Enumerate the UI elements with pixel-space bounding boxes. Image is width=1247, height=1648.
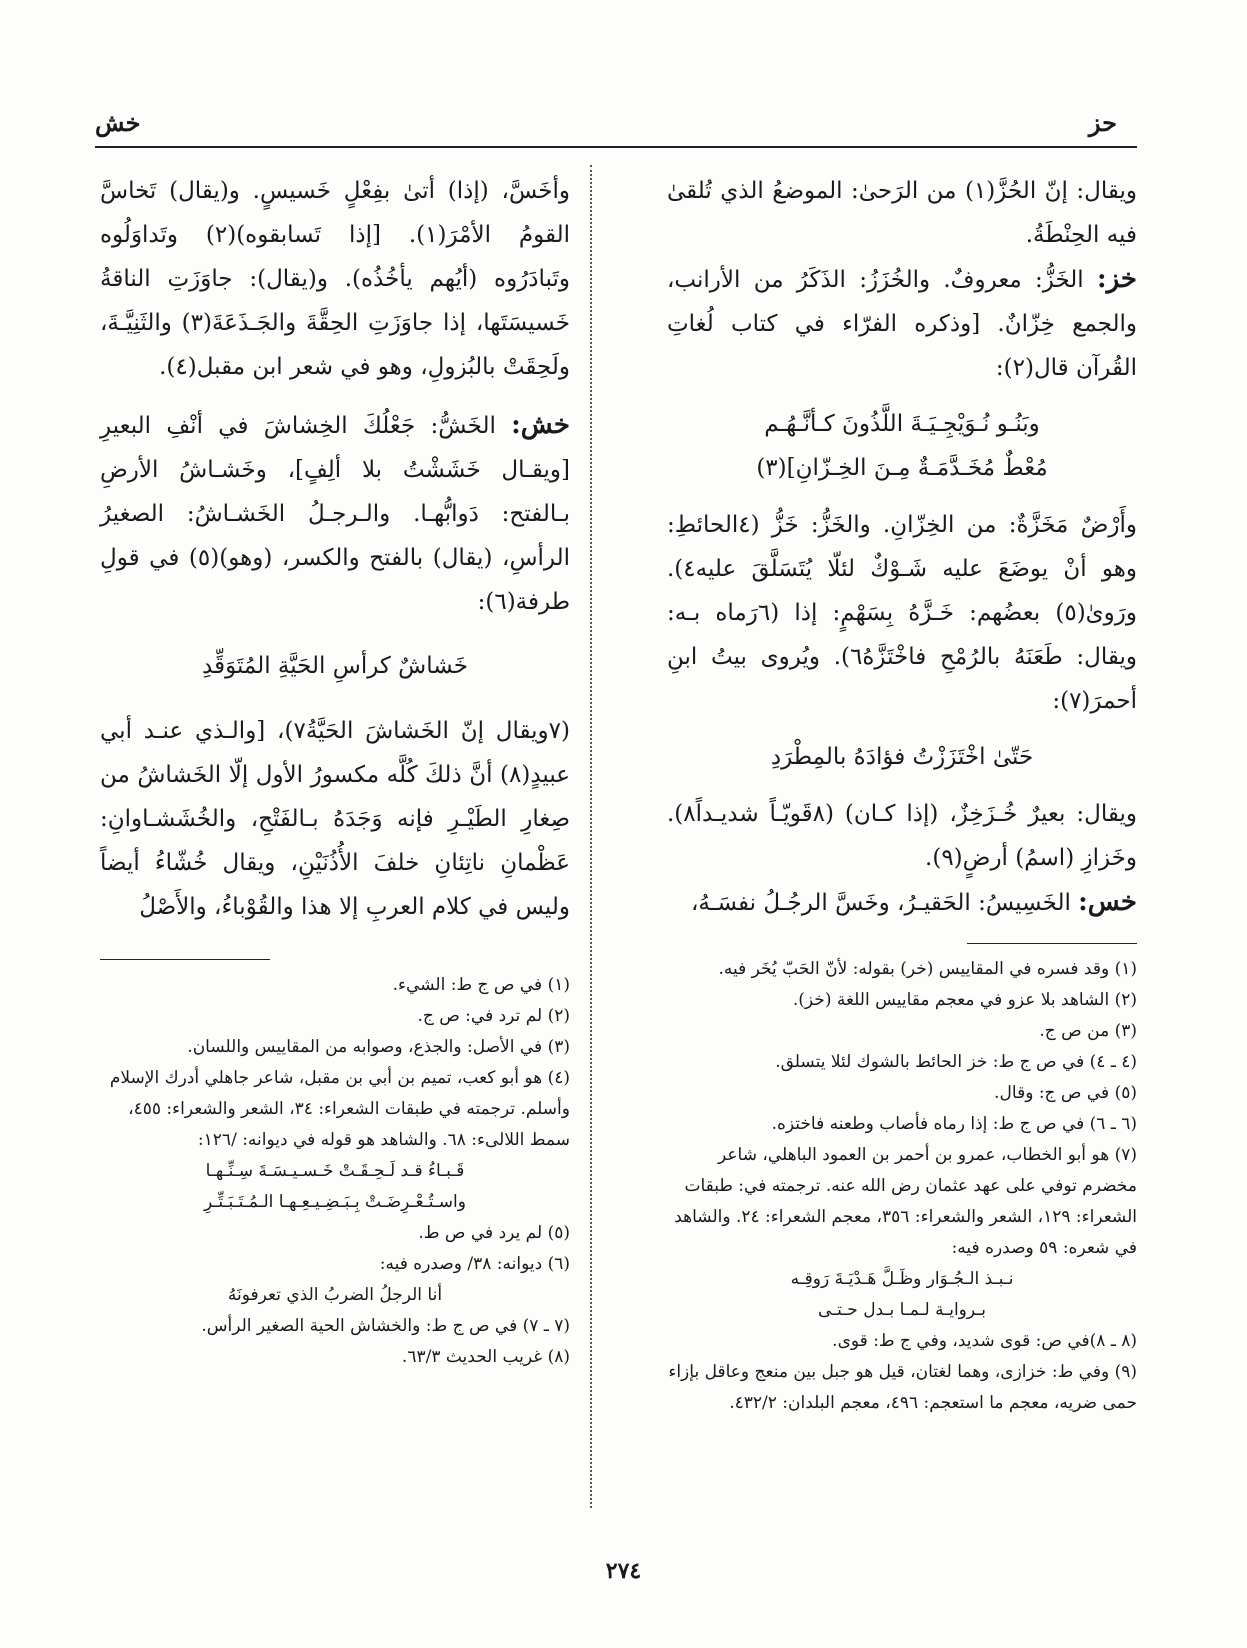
entry-head: خس:	[1078, 887, 1137, 917]
footnote: (٣) في الأصل: والجذع، وصوابه من المقاييس واللسان.	[187, 1037, 570, 1057]
paragraph-text: وأَرْضٌ مَخَزَّةٌ: من الخِزّانِ. والخَزُّ: خَزُّ (٤الحائطِ: وهو أنْ يوضَعَ عليه شَـوْكٌ لئلّا يُتَسَلَّقَ عليه٤). ورَوىٰ(٥) بعضُهم: خَـزَّهُ بِسَهْمٍ: إذا (٦رَماه بـه: ويقال: طَعَنَهُ بالرُمْحِ فاخْتَزَّهُ٦). ويُروى بيتُ ابنِ أحمرَ(٧):	[667, 512, 1137, 714]
footnote: (٩) وفي ط: خزازى، وهما لغتان، قيل هو جبل بين منعج وعاقل بإزاء حمى ضريه، معجم ما استعجم: ٤٩٦، معجم البلدان: ٤٣٢/٢.	[668, 1362, 1137, 1413]
footnote: (٢) الشاهد بلا عزو في معجم مقاييس اللغة (خز).	[792, 990, 1137, 1010]
header-root-word: حز	[1088, 108, 1117, 137]
paragraph-text: وأخَسَّ، (إذا) أتىٰ بفِعْلٍ خَسيسٍ. و(يقال) تَخاسَّ القومُ الأمْرَ(١). [إذا تَسابقوه)(٢) وتَداوَلُوه وتَبادَرُوه (أيُهم يأخُذُه). و(يقال): جاوَزَتِ الناقةُ خَسيسَتَها، إذا جاوَزَتِ الحِقَّةَ والجَـذَعَةَ(٣) والثَنِيَّـةَ، ولَحِقَتْ بالبُزولِ، وهو في شعر ابن مقبل(٤).	[100, 178, 570, 380]
verse-line: وبَنُـو نُـوَيْجِـيَـةَ اللَّذُونَ كـأنَّـهُـم	[764, 411, 1040, 437]
paragraph	[667, 880, 1137, 925]
paragraph	[100, 403, 570, 624]
column-divider	[590, 165, 592, 1508]
footnote: (٤ ـ ٤) في ص ج ط: خز الحائط بالشوك لئلا يتسلق.	[775, 1052, 1137, 1072]
verse-line: قَـبـاءُ قـد لَـحِـقَـتْ خَـسـيـسَـةَ سِـنِّـهـا	[205, 1161, 465, 1181]
left-main-text-2	[100, 708, 570, 929]
footnote: (٣) من ص ج.	[1039, 1021, 1137, 1041]
right-main-text-2	[667, 502, 1137, 723]
footnote: (١) وقد فسره في المقاييس (خر) بقوله: لأنّ الحَبّ يُخَر فيه.	[718, 959, 1137, 979]
paragraph	[667, 257, 1137, 390]
footnote: (٨ ـ ٨)في ص: قوى شديد، وفي ج ط: قوى.	[832, 1331, 1137, 1351]
left-column	[100, 168, 570, 1373]
verse-line: نـبـذ الـجُـوَار وظَـلَّ هَـدْيَـةَ رَوقِـه	[790, 1269, 1014, 1289]
right-footnotes	[667, 954, 1137, 1264]
footnote: (٥) في ص ج: وقال.	[994, 1083, 1137, 1103]
verse-line: حَتّىٰ اخْتَزَزْتُ فؤادَهُ بالمِطْرَدِ	[770, 744, 1034, 770]
verse-block	[667, 402, 1137, 490]
right-column	[667, 168, 1137, 1419]
footnote-verse: أنا الرجلُ الضربُ الذي تعرفونَهُ	[227, 1285, 443, 1305]
footnote-verse	[667, 1264, 1137, 1326]
footnote-verse	[100, 1156, 570, 1218]
paragraph-text: الخَشُّ: جَعْلُكَ الخِشاشَ في أنْفِ البعيرِ [ويقـال خَشَشْتُ بلا ألِفٍ]، وخَشـاشُ الأرضِ بـالفتح: دَوابُّهـا. والـرجـلُ الخَشـاشُ: الصغيرُ الرأسِ، (يقال) بالفتح والكسر، (وهو)(٥) في قولِ طرفة(٦):	[100, 413, 570, 615]
left-footnotes-2	[100, 1218, 570, 1280]
footnote-rule	[967, 943, 1137, 944]
verse-line: بـروايـة لـمـا بـدل حـتـى	[818, 1300, 986, 1320]
footnote: (١) في ص ج ط: الشيء.	[392, 975, 570, 995]
paragraph	[100, 168, 570, 389]
right-main-text-3	[667, 791, 1137, 925]
paragraph-text: ويقال: إنّ الحُزَّ(١) من الرَحىٰ: الموضعُ الذي تُلقىٰ فيه الحِنْطَةُ.	[667, 178, 1137, 248]
left-main-text	[100, 168, 570, 624]
paragraph-text: (٧ويقال إنّ الخَشاشَ الحَيَّةُ٧)، [والـذي عنـد أبي عبيدٍ(٨) أنَّ ذلكَ كُلَّه مكسورُ الأول إلّا الخَشاشُ من صِغارِ الطَيْـرِ فإنه وَجَدَهُ بـالفَتْحِ، والخُشَشـاوانِ: عَظْمانِ ناتِئانِ خلفَ الأُذُنَيْنِ، ويقال خُشّاءُ أيضاً وليس في كلام العربِ إلا هذا والقُوْباءُ، والأَصْلُ	[100, 718, 570, 920]
left-footnotes	[100, 970, 570, 1156]
paragraph	[667, 502, 1137, 723]
verse-line: خَشاشٌ كرأسِ الحَيَّةِ المُتَوَقِّدِ	[202, 653, 468, 679]
footnote: (٥) لم يرد في ص ط.	[418, 1223, 570, 1243]
paragraph	[667, 168, 1137, 257]
header-last-word: خش	[95, 108, 141, 137]
right-main-text	[667, 168, 1137, 390]
verse-line: واسـتُـعْـرِضَـتْ بِـبَـضِـيـعِـهـا الـمُـتَـبَـتِّـرِ	[204, 1192, 466, 1212]
paragraph-text: ويقال: بعيرٌ خُـزَخِزٌ، (إذا كـان) (٨قَويّـاً شديـداً٨). وخَزازِ (اسمُ) أرضٍ(٩).	[667, 801, 1137, 871]
footnote-rule	[100, 959, 270, 960]
left-footnotes-3	[100, 1311, 570, 1373]
header-rule	[95, 146, 1137, 148]
footnote: (٧) هو أبو الخطاب، عمرو بن أحمر بن العمود الباهلي، شاعر مخضرم توفي على عهد عثمان رض الله عنه. ترجمته في: طبقات الشعراء: ١٢٩، الشعر والشعراء: ٣٥٦، معجم الشعراء: ٢٤. والشاهد في شعره: ٥٩ وصدره فيه:	[674, 1145, 1137, 1258]
paragraph	[100, 708, 570, 929]
footnote: (٤) هو أبو كعب، تميم بن أبي بن مقبل، شاعر جاهلي أدرك الإسلام وأسلم. ترجمته في طبقات الشعراء: ٣٤، الشعر والشعراء: ٤٥٥، سمط اللالىء: ٦٨. والشاهد هو قوله في ديوانه: /١٢٦:	[109, 1068, 570, 1150]
verse-line: مُعْطٌ مُخَـدَّمَـةٌ مِـنَ الخِـزّانِ](٣)	[756, 455, 1048, 481]
paragraph-text: الخَزُّ: معروفٌ. والخُزَزُ: الذَكَرُ من الأرانب، والجمع خِزّانٌ. [وذكره الفرّاء في كتاب لُغاتِ القُرآن قال(٢):	[667, 267, 1137, 381]
footnote: (٨) غريب الحديث ٦٣/٣.	[401, 1347, 570, 1367]
paragraph	[667, 791, 1137, 880]
right-footnotes-2	[667, 1326, 1137, 1419]
footnote: (٢) لم ترد في: ص ج.	[417, 1006, 570, 1026]
entry-head: خش:	[511, 410, 570, 440]
page-number: ٢٧٤	[605, 1558, 642, 1584]
footnote: (٦) ديوانه: ٣٨/ وصدره فيه:	[379, 1254, 570, 1274]
paragraph-text: الخَسِيسُ: الحَقيـرُ، وخَسَّ الرجُـلُ نفسَـهُ،	[691, 890, 1071, 916]
entry-head: خز:	[1096, 264, 1137, 294]
footnote: (٧ ـ ٧) في ص ج ط: والخشاش الحية الصغير الرأس.	[201, 1316, 570, 1336]
footnote: (٦ ـ ٦) في ص ج ط: إذا رماه فأصاب وطعنه فاختزه.	[771, 1114, 1137, 1134]
